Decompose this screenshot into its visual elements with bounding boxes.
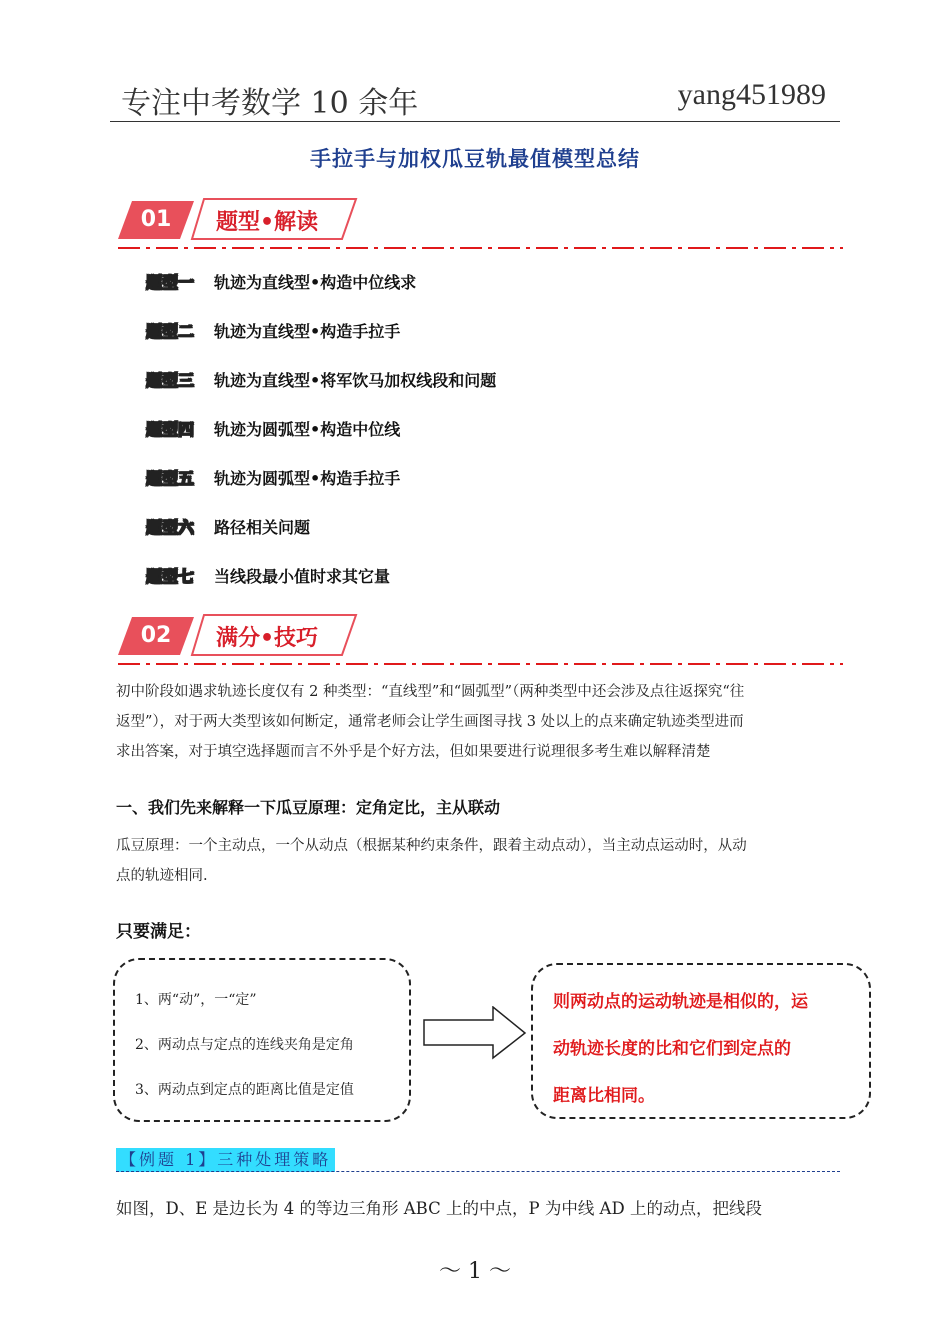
section-title: 题型•解读 [216, 210, 319, 235]
type-text: 轨迹为圆弧型•构造手拉手 [214, 469, 401, 488]
conclusion-line: 则两动点的运动轨迹是相似的，运 [553, 992, 808, 1012]
intro-line: 返型”），对于两大类型该如何断定，通常老师会让学生画图寻找 3 处以上的点来确定轨迹类型进而 [116, 714, 744, 730]
example-divider [116, 1171, 840, 1172]
page-number: ～ 1 ～ [439, 1259, 511, 1284]
principle-paragraph [116, 831, 846, 891]
type-text: 当线段最小值时求其它量 [214, 567, 391, 586]
section-number: 01 [140, 207, 172, 232]
type-item [146, 417, 401, 439]
heading-principle: 一、我们先来解释一下瓜豆原理：定角定比，主从联动 [116, 798, 501, 817]
type-badge: 题型六 [146, 518, 195, 537]
condition-item: 3、两动点到定点的距离比值是定值 [135, 1082, 354, 1098]
section-title: 满分•技巧 [216, 626, 319, 651]
principle-line: 点的轨迹相同. [116, 868, 208, 884]
header-left-text: 专注中考数学 10 余年 [121, 86, 419, 121]
type-badge: 题型五 [146, 469, 195, 488]
document-title: 手拉手与加权瓜豆轨最值模型总结 [310, 147, 640, 171]
type-badge: 题型二 [146, 322, 195, 341]
example-tag: 【例题 1】三种处理策略 [116, 1148, 335, 1172]
conclusion-line: 距离比相同。 [553, 1086, 655, 1106]
header-divider [110, 121, 840, 122]
type-text: 轨迹为直线型•将军饮马加权线段和问题 [214, 371, 497, 390]
intro-paragraph [116, 677, 846, 767]
section-banner-2 [118, 613, 848, 667]
section-dash-rule [118, 247, 843, 249]
only-if-label: 只要满足： [116, 922, 201, 942]
type-item [146, 319, 401, 341]
header-right-text: yang451989 [677, 78, 826, 111]
type-item [146, 515, 311, 537]
type-badge: 题型七 [146, 567, 195, 586]
intro-line: 初中阶段如遇求轨迹长度仅有 2 种类型：“直线型”和“圆弧型”（两种类型中还会涉及点往返探究“往 [116, 684, 745, 700]
example-text: 如图，D、E 是边长为 4 的等边三角形 ABC 上的中点，P 为中线 AD 上的动点，把线段 [116, 1199, 762, 1218]
section-number: 02 [140, 623, 172, 648]
type-text: 轨迹为圆弧型•构造中位线 [214, 420, 401, 439]
conditions-box [113, 958, 411, 1122]
type-text: 路径相关问题 [214, 518, 311, 537]
conclusion-line: 动轨迹长度的比和它们到定点的 [553, 1039, 791, 1059]
type-text: 轨迹为直线型•构造手拉手 [214, 322, 401, 341]
type-text: 轨迹为直线型•构造中位线求 [214, 273, 417, 292]
type-item [146, 368, 497, 390]
conclusion-box [531, 963, 871, 1119]
type-item [146, 564, 391, 586]
principle-line: 瓜豆原理：一个主动点，一个从动点（根据某种约束条件，跟着主动点动），当主动点运动时，从动 [116, 838, 747, 854]
intro-line: 求出答案，对于填空选择题而言不外乎是个好方法，但如果要进行说理很多考生难以解释清楚 [116, 744, 711, 760]
type-item [146, 466, 401, 488]
section-dash-rule [118, 663, 843, 665]
section-banner-1 [118, 197, 848, 251]
condition-item: 1、两“动”，一“定” [135, 992, 257, 1008]
condition-item: 2、两动点与定点的连线夹角是定角 [135, 1037, 354, 1053]
type-badge: 题型四 [146, 420, 195, 439]
right-arrow-icon [423, 1006, 527, 1060]
type-badge: 题型三 [146, 371, 195, 390]
type-item [146, 270, 417, 292]
type-badge: 题型一 [146, 273, 195, 292]
